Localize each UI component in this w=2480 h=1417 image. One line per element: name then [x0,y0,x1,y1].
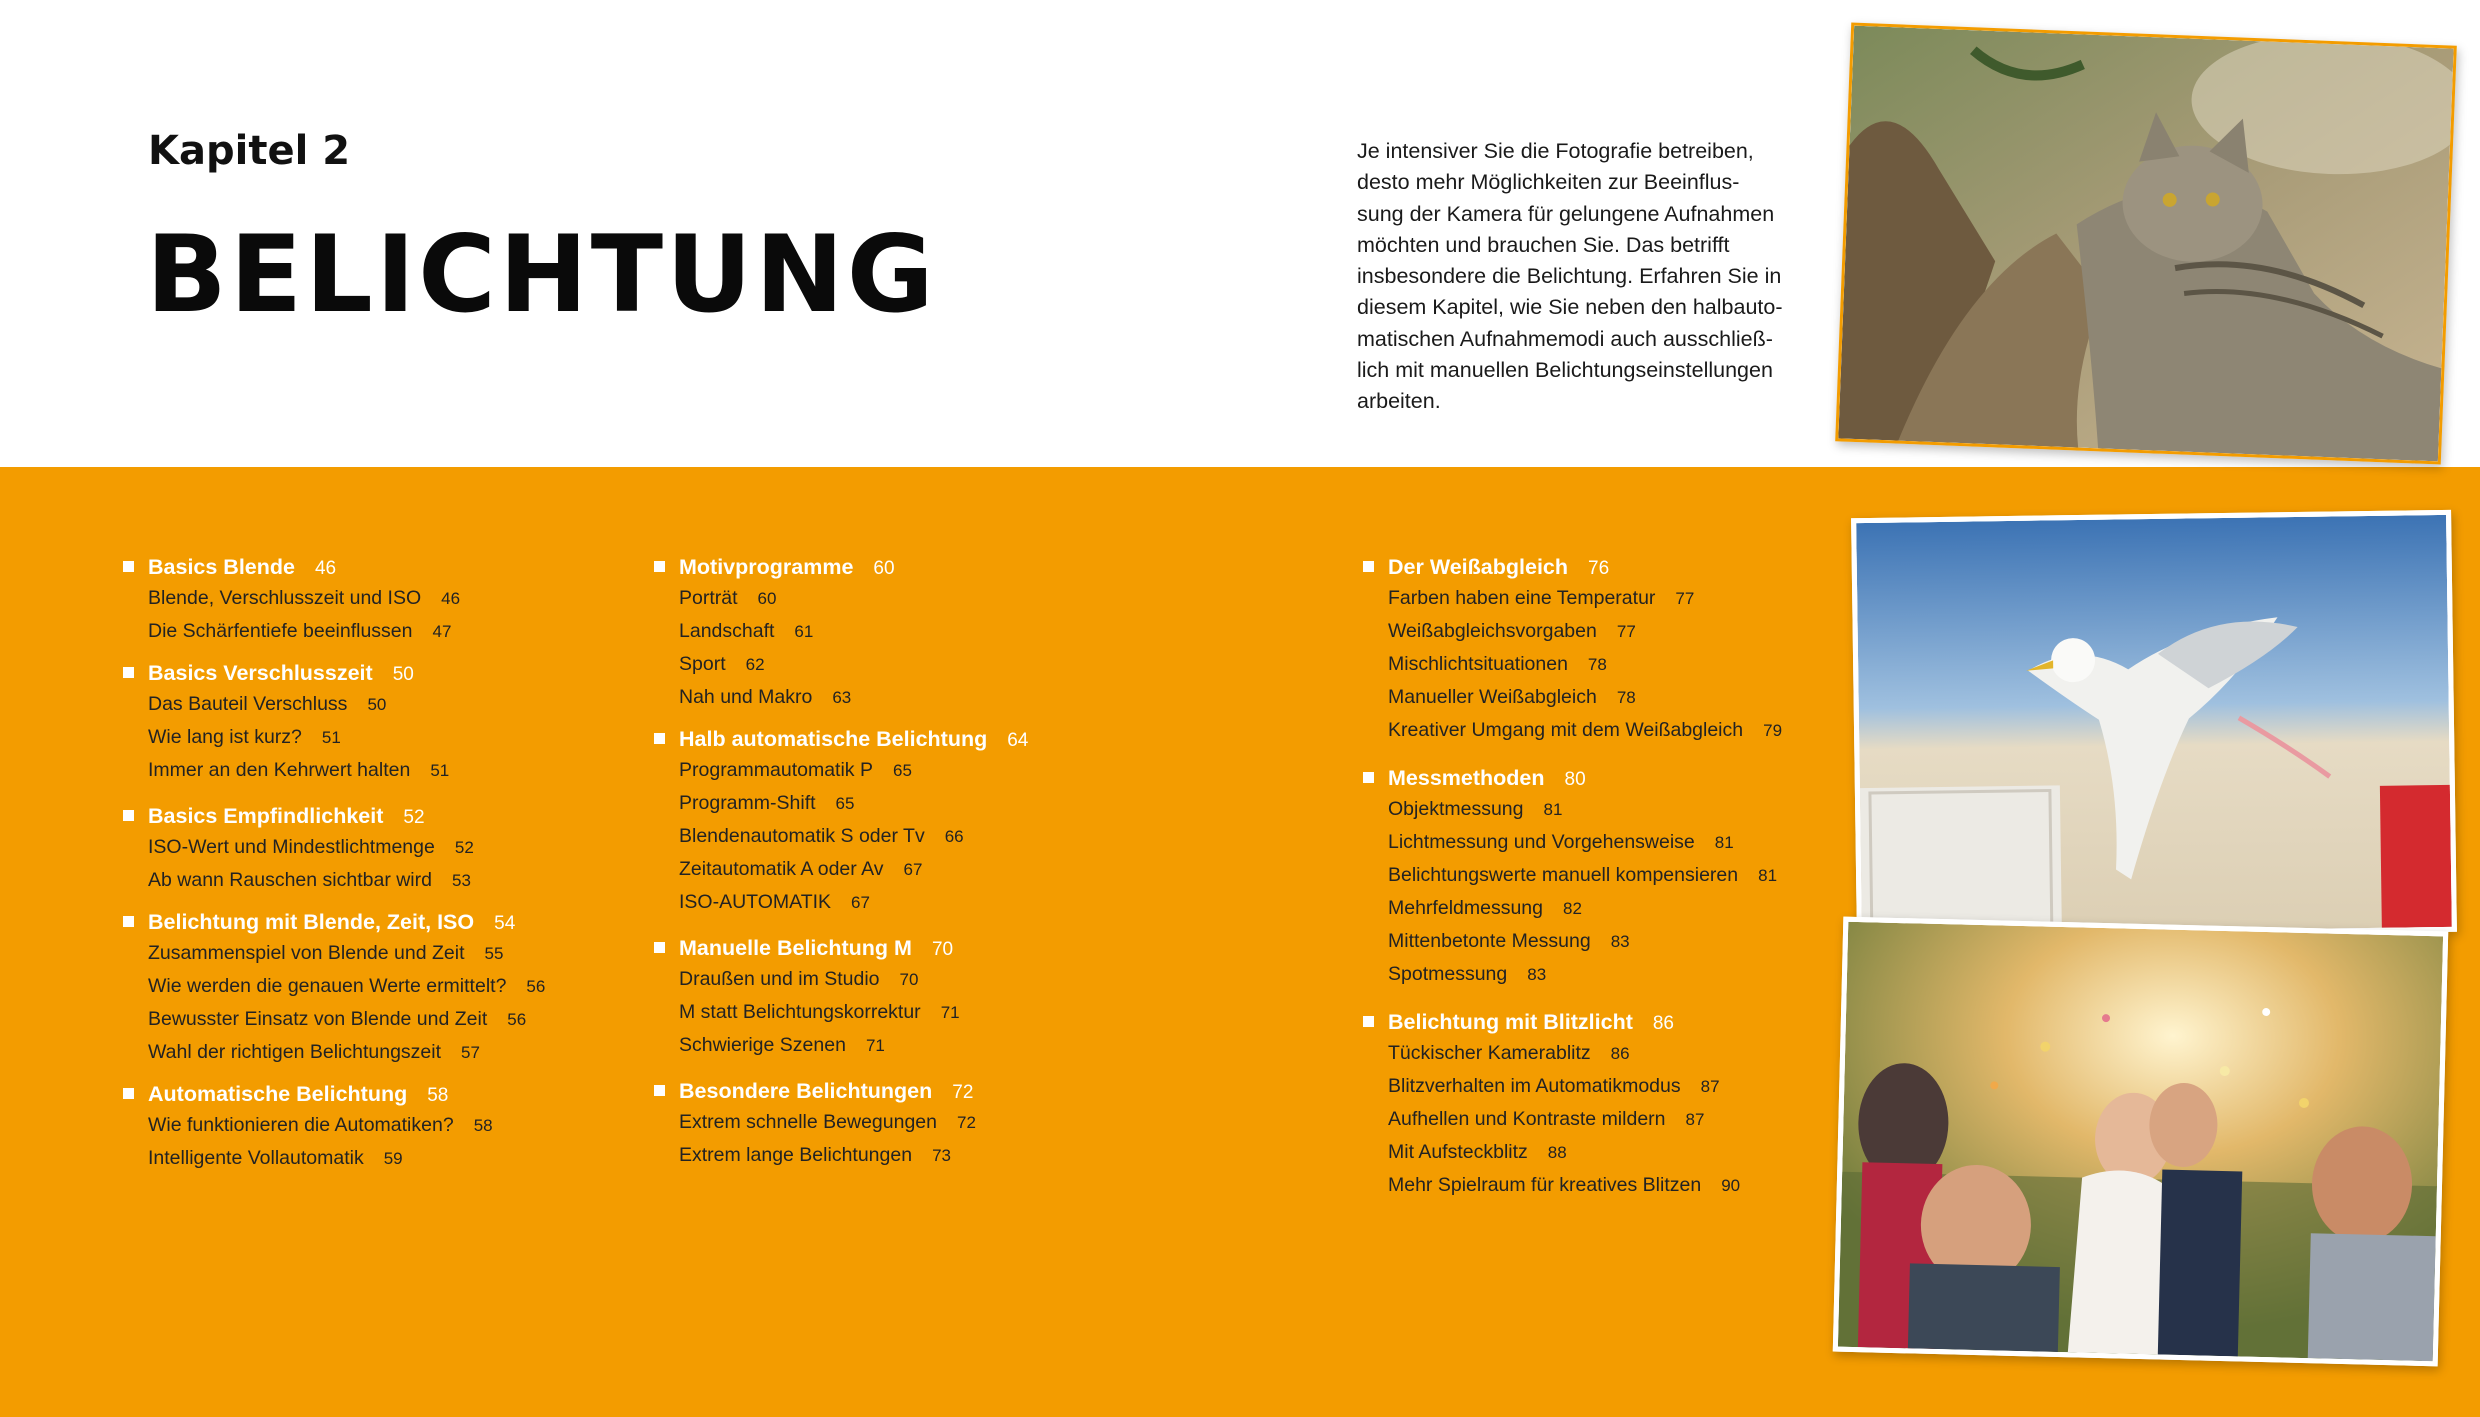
entry-page: 81 [1543,800,1563,819]
bullet-square-icon [1363,772,1374,783]
toc-entry[interactable] [148,937,768,970]
intro-line: lich mit manuellen Belichtungseinstellungen [1357,358,1773,383]
entry-label: Objektmessung [1388,798,1524,820]
toc-entry[interactable] [1388,1169,2008,1202]
toc-section [1388,552,2008,747]
entry-page: 65 [892,761,912,780]
toc-section [1388,763,2008,991]
entry-page: 53 [451,871,471,890]
toc-section [679,1076,1299,1172]
toc-entry[interactable] [679,853,1299,886]
section-page: 64 [1007,730,1029,751]
section-page: 72 [952,1082,974,1103]
entry-page: 78 [1587,655,1607,674]
entry-page: 77 [1616,622,1636,641]
bullet-square-icon [654,561,665,572]
entry-page: 72 [957,1113,976,1132]
entry-label: Wie lang ist kurz? [148,726,302,748]
toc-entry[interactable] [679,787,1299,820]
toc-entry[interactable] [148,1109,768,1142]
entry-page: 67 [851,893,870,912]
entry-label: Landschaft [679,620,775,642]
toc-entry[interactable] [679,996,1299,1029]
bullet-square-icon [123,561,134,572]
toc-section [679,724,1299,919]
toc-section-heading[interactable] [679,933,1299,963]
section-title: Besondere Belichtungen [679,1079,933,1103]
toc-section [148,907,768,1069]
toc-entry[interactable] [679,820,1299,853]
bullet-square-icon [123,810,134,821]
section-page: 54 [494,913,516,934]
entry-label: M statt Belichtungskorrektur [679,1001,921,1023]
entry-label: Blendenautomatik S oder Tv [679,825,925,847]
cat-photo [1835,23,2457,465]
entry-page: 79 [1763,721,1783,740]
entry-label: Die Schärfentiefe beeinflussen [148,620,413,642]
bullet-square-icon [123,916,134,927]
toc-entry[interactable] [1388,892,2008,925]
section-page: 60 [873,558,895,579]
toc-section-heading[interactable] [148,1079,768,1109]
toc-entry[interactable] [1388,681,2008,714]
intro-line: sung der Kamera für gelungene Aufnahmen [1357,201,1775,226]
entry-label: Ab wann Rauschen sichtbar wird [148,869,432,891]
entry-label: Mit Aufsteckblitz [1388,1141,1528,1163]
entry-page: 55 [484,944,504,963]
toc-entry[interactable] [148,970,768,1003]
entry-page: 82 [1563,899,1582,918]
section-page: 46 [314,558,337,579]
entry-label: Programmautomatik P [679,759,873,781]
toc-entry[interactable] [148,721,768,754]
entry-label: Farben haben eine Temperatur [1388,587,1656,609]
entry-page: 88 [1547,1143,1567,1162]
entry-label: Manueller Weißabgleich [1388,686,1597,708]
toc-entry[interactable] [148,1003,768,1036]
toc-section-heading[interactable] [148,658,768,688]
entry-page: 83 [1610,932,1630,951]
entry-page: 62 [745,655,765,674]
toc-entry[interactable] [679,963,1299,996]
section-page: 52 [403,807,425,828]
entry-label: Weißabgleichsvorgaben [1388,620,1597,642]
entry-page: 71 [940,1003,960,1022]
toc-entry[interactable] [679,754,1299,787]
section-page: 50 [392,664,414,685]
bullet-square-icon [123,667,134,678]
toc-column-1 [148,552,768,1175]
entry-label: Mischlichtsituationen [1388,653,1568,675]
toc-entry[interactable] [148,1142,768,1175]
entry-label: Tückischer Kamerablitz [1388,1042,1591,1064]
bullet-square-icon [654,733,665,744]
entry-page: 51 [430,761,450,780]
toc-entry[interactable] [679,1029,1299,1062]
section-title: Basics Empfindlichkeit [148,804,384,828]
toc-entry[interactable] [679,1139,1299,1172]
toc-section-heading[interactable] [679,552,1299,582]
entry-page: 77 [1675,589,1695,608]
chapter-title: BELICHTUNG [146,213,937,336]
section-page: 70 [931,939,954,960]
entry-label: Blende, Verschlusszeit und ISO [148,587,422,609]
bullet-square-icon [654,1085,665,1096]
toc-entry[interactable] [679,1106,1299,1139]
intro-line: diesem Kapitel, wie Sie neben den halbauto- [1357,295,1783,320]
section-title: Basics Verschlusszeit [148,661,373,685]
toc-entry[interactable] [148,864,768,897]
toc-entry[interactable] [148,1036,768,1069]
entry-page: 59 [383,1149,403,1168]
entry-label: ISO-AUTOMATIK [679,891,832,913]
entry-label: Zusammenspiel von Blende und Zeit [148,942,465,964]
toc-section [148,552,768,648]
toc-section [679,933,1299,1062]
intro-line: möchten und brauchen Sie. Das betrifft [1357,232,1730,257]
entry-page: 56 [526,977,546,996]
toc-entry[interactable] [1388,615,2008,648]
section-title: Messmethoden [1388,766,1545,790]
entry-label: Intelligente Vollautomatik [148,1147,364,1169]
toc-entry[interactable] [1388,714,2008,747]
entry-page: 87 [1700,1077,1720,1096]
section-page: 80 [1564,769,1586,790]
bullet-square-icon [1363,561,1374,572]
entry-label: Draußen und im Studio [679,968,880,990]
section-page: 58 [427,1085,449,1106]
toc-section [148,1079,768,1175]
entry-page: 83 [1527,965,1547,984]
entry-page: 58 [473,1116,493,1135]
entry-page: 87 [1685,1110,1705,1129]
toc-section-heading[interactable] [148,907,768,937]
toc-entry[interactable] [679,582,1299,615]
entry-page: 67 [903,860,923,879]
toc-entry[interactable] [679,681,1299,714]
toc-entry[interactable] [1388,582,2008,615]
entry-label: Wie werden die genauen Werte ermittelt? [148,975,507,997]
toc-entry[interactable] [1388,958,2008,991]
entry-label: Mittenbetonte Messung [1388,930,1591,952]
entry-page: 51 [321,728,341,747]
entry-label: Blitzverhalten im Automatikmodus [1388,1075,1681,1097]
entry-page: 66 [944,827,964,846]
entry-page: 90 [1721,1176,1741,1195]
entry-page: 73 [932,1146,951,1165]
entry-page: 60 [757,589,777,608]
entry-label: Belichtungswerte manuell kompensieren [1388,864,1739,886]
entry-label: Wahl der richtigen Belichtungszeit [148,1041,442,1063]
toc-section [148,801,768,897]
toc-section [679,552,1299,714]
toc-section-heading[interactable] [148,552,768,582]
toc-column-3 [1388,552,2008,1202]
bullet-square-icon [123,1088,134,1099]
toc-section-heading[interactable] [1388,763,2008,793]
toc-entry[interactable] [148,582,768,615]
section-title: Manuelle Belichtung M [679,936,912,960]
toc-entry[interactable] [1388,826,2008,859]
entry-page: 46 [441,589,461,608]
entry-page: 81 [1714,833,1734,852]
entry-label: Immer an den Kehrwert halten [148,759,411,781]
entry-label: Aufhellen und Kontraste mildern [1388,1108,1666,1130]
entry-label: Schwierige Szenen [679,1034,846,1056]
entry-label: Kreativer Umgang mit dem Weißabgleich [1388,719,1744,741]
entry-page: 86 [1610,1044,1630,1063]
entry-page: 61 [794,622,814,641]
entry-page: 81 [1758,866,1778,885]
entry-label: Extrem schnelle Bewegungen [679,1111,937,1133]
entry-page: 63 [832,688,852,707]
entry-page: 52 [454,838,474,857]
intro-line: insbesondere die Belichtung. Erfahren Sie in [1357,264,1782,289]
toc-entry[interactable] [1388,925,2008,958]
entry-page: 65 [835,794,855,813]
entry-label: Zeitautomatik A oder Av [679,858,884,880]
intro-line: matischen Aufnahmemodi auch ausschließ- [1357,326,1773,351]
entry-label: Mehr Spielraum für kreatives Blitzen [1388,1174,1702,1196]
entry-label: Bewusster Einsatz von Blende und Zeit [148,1008,488,1030]
intro-line: desto mehr Möglichkeiten zur Beeinflus- [1357,170,1740,195]
entry-label: Programm-Shift [679,792,816,814]
intro-text [1357,136,1787,418]
toc-entry[interactable] [679,648,1299,681]
entry-page: 71 [865,1036,885,1055]
entry-page: 70 [899,970,919,989]
entry-label: Lichtmessung und Vorgehensweise [1388,831,1695,853]
toc-entry[interactable] [148,754,768,787]
toc-section-heading[interactable] [679,1076,1299,1106]
toc-section [148,658,768,787]
entry-label: Sport [679,653,726,675]
section-title: Basics Blende [148,555,295,579]
entry-page: 47 [432,622,452,641]
entry-label: Wie funktionieren die Automatiken? [148,1114,454,1136]
section-title: Halb automatische Belichtung [679,727,988,751]
toc-section-heading[interactable] [679,724,1299,754]
entry-page: 56 [507,1010,527,1029]
toc-entry[interactable] [679,615,1299,648]
bullet-square-icon [1363,1016,1374,1027]
entry-page: 57 [461,1043,480,1062]
section-title: Motivprogramme [679,555,854,579]
entry-label: ISO-Wert und Mindestlichtmenge [148,836,435,858]
toc-entry[interactable] [1388,859,2008,892]
intro-line: arbeiten. [1357,389,1441,414]
toc-entry[interactable] [679,886,1299,919]
chapter-label: Kapitel 2 [148,128,351,174]
section-page: 86 [1652,1013,1674,1034]
toc-entry[interactable] [1388,1037,2008,1070]
toc-section-heading[interactable] [1388,552,2008,582]
toc-entry[interactable] [148,615,768,648]
entry-label: Porträt [679,587,738,609]
section-title: Der Weißabgleich [1388,555,1569,579]
entry-label: Spotmessung [1388,963,1508,985]
toc-section-heading[interactable] [1388,1007,2008,1037]
entry-label: Das Bauteil Verschluss [148,693,348,715]
toc-entry[interactable] [1388,1103,2008,1136]
toc-entry[interactable] [148,688,768,721]
toc-column-2 [679,552,1299,1172]
toc-section-heading[interactable] [148,801,768,831]
section-title: Belichtung mit Blende, Zeit, ISO [148,910,475,934]
toc-entry[interactable] [1388,1136,2008,1169]
section-page: 76 [1588,558,1610,579]
toc-section [1388,1007,2008,1202]
section-title: Automatische Belichtung [148,1082,408,1106]
section-title: Belichtung mit Blitzlicht [1388,1010,1633,1034]
toc-entry[interactable] [1388,648,2008,681]
entry-label: Extrem lange Belichtungen [679,1144,913,1166]
toc-entry[interactable] [1388,793,2008,826]
intro-line: Je intensiver Sie die Fotografie betreiben, [1357,139,1754,163]
entry-label: Mehrfeldmessung [1388,897,1543,919]
bullet-square-icon [654,942,665,953]
entry-page: 50 [367,695,387,714]
toc-entry[interactable] [148,831,768,864]
entry-label: Nah und Makro [679,686,813,708]
toc-entry[interactable] [1388,1070,2008,1103]
entry-page: 78 [1616,688,1636,707]
